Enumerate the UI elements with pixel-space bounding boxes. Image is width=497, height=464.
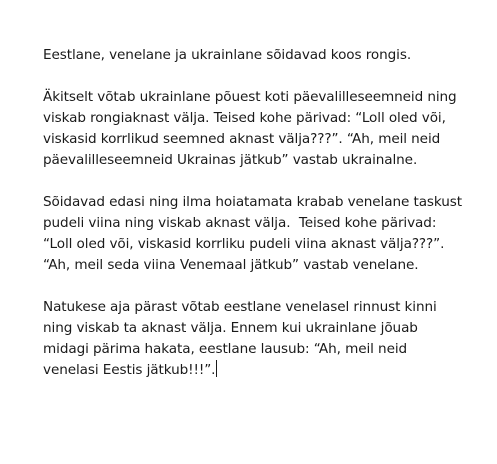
paragraph-3: Sõidavad edasi ning ilma hoiatamata krabab venelane taskust pudeli viina ning viskab aknast välja. Teised kohe pärivad: “Loll oled või, viskasid korrliku pudeli viina aknast välja???”. “Ah, meil seda viina Venemaal jätkub” vastab venelane. [43,194,467,273]
paragraph-4 [43,297,463,381]
text-cursor [216,360,217,377]
document-body[interactable] [43,45,467,381]
paragraph-4-text: Natukese aja pärast võtab eestlane venelasel rinnust kinni ning viskab ta aknast välja. Ennem kui ukrainlane jõuab midagi pärima hakata, eestlane lausub: “Ah, meil neid venelasi Eestis jätkub!!!”. [43,299,441,378]
paragraph-2: Äkitselt võtab ukrainlane põuest koti päevalilleseemneid ning viskab rongiaknast välja. Teised kohe pärivad: “Loll oled või, viskasid korrlikud seemned aknast välja???”. “Ah, meil neid päevalilleseemneid Ukrainas jätkub” vastab ukrainalne. [43,89,461,168]
paragraph-1: Eestlane, venelane ja ukrainlane sõidavad koos rongis. [43,47,412,63]
